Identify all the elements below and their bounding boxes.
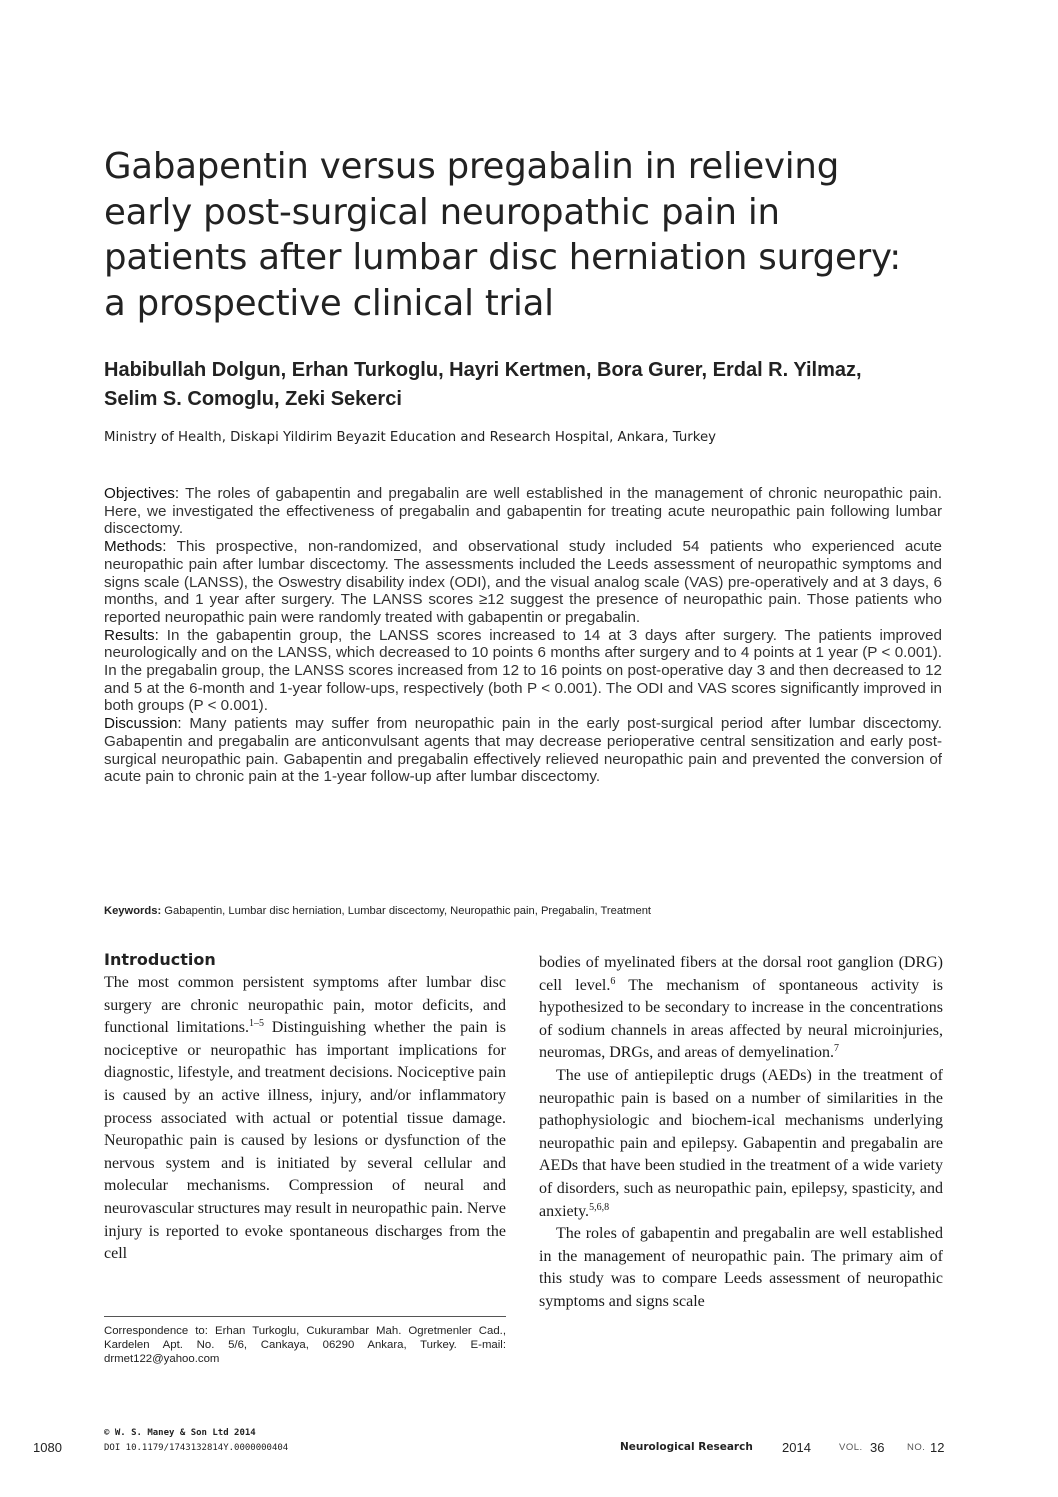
discussion-text: Many patients may suffer from neuropathic pain in the early post-surgical period after lumbar discectomy. Gabapentin and pregabalin are anticonvulsant agents that may decrease perioperative central sensitization and early post-surgical neuropathic pain. Gabapentin and pregabalin effectively relieved neuropathic pain and prevented the conversion of acute pain to chronic pain at the 1-year follow-up after lumbar discectomy.: [104, 715, 942, 786]
author-list: [104, 356, 984, 414]
body-column-right: [539, 952, 943, 1314]
intro-text: Distinguishing whether the pain is nociceptive or neuropathic has important implications for diagnostic, lifestyle, and treatment decisions. Nociceptive pain is caused by an active illness, injury, and/or inflammatory process associated with actual or potential tissue damage. Neuropathic pain is caused by lesions or dysfunction of the nervous system and is initiated by several cellular and molecular mechanisms. Compression of neural and neurovascular structures may result in neuropathic pain. Nerve injury is reported to evoke spontaneous discharges from the cell: [104, 1019, 507, 1263]
body-paragraph: The roles of gabapentin and pregabalin are well established in the management of neuropathic pain. The primary aim of this study was to compare Leeds assessment of neuropathic symptoms and signs scale: [539, 1225, 943, 1310]
article-title: [104, 144, 984, 326]
issue-number: 12: [930, 1440, 945, 1455]
body-text: bodies of myelinated fibers at the dorsal root ganglion (DRG) cell level.: [539, 954, 943, 994]
title-line: a prospective clinical trial: [104, 282, 554, 324]
title-line: patients after lumbar disc herniation surgery:: [104, 237, 902, 278]
page-number: 1080: [33, 1440, 62, 1455]
body-text: The mechanism of spontaneous activity is hypothesized to be secondary to increase in the concentrations of sodium channels in areas affected by neural microinjuries, neuromas, DRGs, and areas of demyelination.: [539, 976, 943, 1062]
intro-text: The most common persistent symptoms after lumbar disc surgery are chronic neuropathic pain, motor deficits, and functional limitations.: [104, 974, 506, 1037]
abstract: [104, 485, 942, 786]
abstract-discussion: [104, 715, 942, 786]
objectives-text: The roles of gabapentin and pregabalin are well established in the management of chronic neuropathic pain. Here, we investigated the effectiveness of pregabalin and gabapentin for treating acute neuropathic pain following lumbar discectomy.: [104, 485, 942, 538]
keywords-label: Keywords:: [104, 905, 162, 917]
methods-text: This prospective, non-randomized, and observational study included 54 patients who experienced acute neuropathic pain after lumbar discectomy. The assessments included the Leeds assessment of neuropathic symptoms and signs scale (LANSS), the Oswestry disability index (ODI), and the visual analog scale (VAS) pre-operatively and at 3 days, 6 months, and 1 year after surgery. The LANSS scores ≥12 suggest the presence of neuropathic pain. Those patients who reported neuropathic pain were randomly treated with gabapentin or pregabalin.: [104, 538, 942, 626]
citation: 5,6,8: [589, 1201, 610, 1213]
correspondence-note: [104, 1324, 506, 1367]
keywords-text: Gabapentin, Lumbar disc herniation, Lumbar discectomy, Neuropathic pain, Pregabalin, Treatment: [161, 905, 652, 917]
citation: 6: [610, 975, 616, 987]
keywords: [104, 905, 651, 917]
results-text: In the gabapentin group, the LANSS scores increased to 14 at 3 days after surgery. The patients improved neurologically and on the LANSS, which decreased to 10 points 6 months after surgery and to 4 points at 1 year (P < 0.001). In the pregabalin group, the LANSS scores increased from 12 to 16 points on post-operative day 3 and then decreased to 12 and 5 at the 6-month and 1-year follow-ups, respectively (both P < 0.001). The ODI and VAS scores significantly improved in both groups (P < 0.001).: [104, 626, 942, 715]
results-label: Results:: [104, 626, 159, 644]
abstract-objectives: [104, 485, 942, 538]
body-column-left: [104, 972, 506, 1266]
volume-label: VOL.: [839, 1442, 863, 1453]
journal-footer: [620, 1440, 944, 1456]
body-paragraph: [539, 1065, 943, 1223]
discussion-label: Discussion:: [104, 715, 182, 733]
section-heading-introduction: Introduction: [104, 950, 216, 969]
abstract-methods: [104, 538, 942, 627]
citation: 1–5: [249, 1018, 265, 1030]
footnote-divider: [104, 1316, 506, 1317]
correspondence-text: Correspondence to: Erhan Turkoglu, Cukurambar Mah. Ogretmenler Cad., Kardelen Apt. No. 5/6, Cankaya, 06290 Ankara, Turkey. E-mail: drmet122@yahoo.com: [104, 1325, 506, 1366]
doi-line: DOI 10.1179/1743132814Y.0000000404: [104, 1443, 289, 1453]
title-line: Gabapentin versus pregabalin in relieving: [104, 146, 840, 187]
methods-label: Methods:: [104, 538, 167, 556]
copyright-line: © W. S. Maney & Son Ltd 2014: [104, 1428, 256, 1438]
abstract-results: [104, 627, 942, 716]
author-line: Selim S. Comoglu, Zeki Sekerci: [104, 388, 402, 410]
citation: 7: [834, 1043, 840, 1055]
body-text: The use of antiepileptic drugs (AEDs) in the treatment of neuropathic pain is based on a number of similarities in the pathophysiologic and biochem-ical mechanisms underlying neuropathic pain and epilepsy. Gabapentin and pregabalin are AEDs that have been studied in the treatment of a wide variety of disorders, such as neuropathic pain, epilepsy, spasticity, and anxiety.: [539, 1066, 943, 1220]
journal-name: Neurological Research: [620, 1441, 753, 1453]
intro-paragraph: [104, 972, 506, 1266]
author-line: Habibullah Dolgun, Erhan Turkoglu, Hayri Kertmen, Bora Gurer, Erdal R. Yilmaz,: [104, 359, 862, 381]
affiliation: Ministry of Health, Diskapi Yildirim Beyazit Education and Research Hospital, Ankara, Turkey: [104, 430, 717, 445]
volume-number: 36: [870, 1440, 885, 1455]
title-line: early post-surgical neuropathic pain in: [104, 191, 780, 233]
issue-label: NO.: [907, 1442, 926, 1453]
objectives-label: Objectives:: [104, 485, 180, 502]
journal-year: 2014: [782, 1440, 811, 1455]
body-paragraph: [539, 952, 943, 1065]
